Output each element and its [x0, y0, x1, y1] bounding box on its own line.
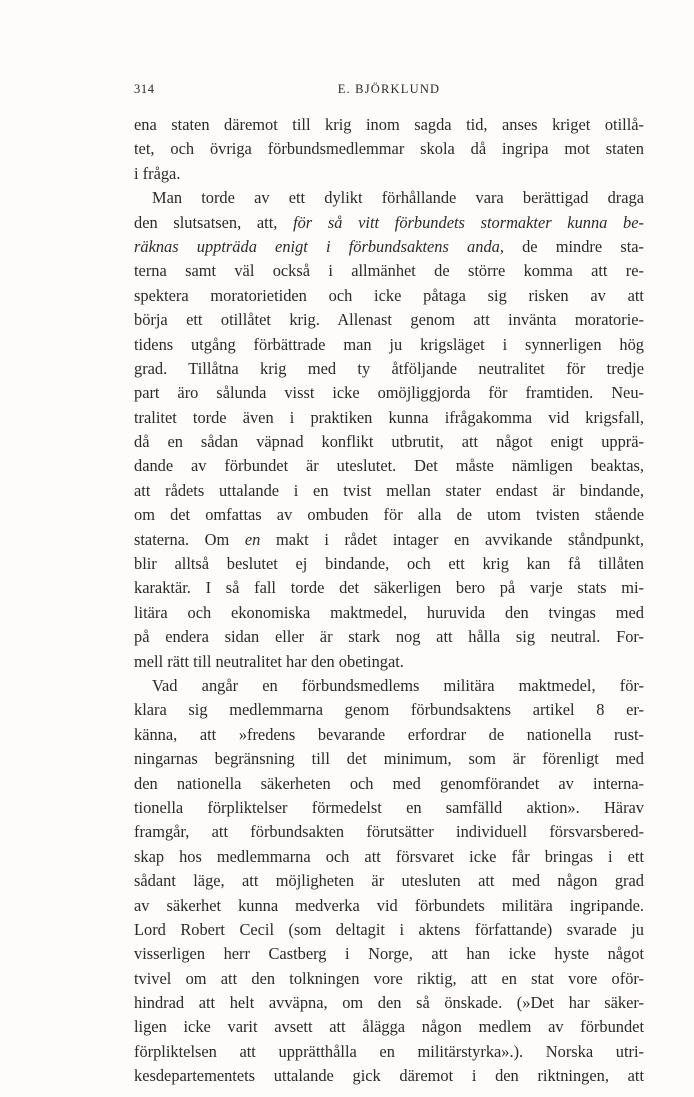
emphasized-text: räknas uppträda enigt i förbundsaktens anda,: [134, 236, 504, 256]
line-text: Vad angår en förbundsmedlems militära maktmedel, för-: [152, 675, 644, 695]
running-title: E. BJÖRKLUND: [337, 82, 441, 96]
line-text: då en sådan väpnad konflikt utbrutit, att något enigt upprä-: [134, 432, 644, 452]
body-text: [134, 113, 644, 1089]
page-header: [134, 82, 644, 100]
text-line: [134, 796, 644, 820]
text-line: [134, 601, 644, 625]
text-line: [134, 650, 644, 674]
line-text: grad. Tillåtna krig med ty åtföljande neutralitet för tredje: [134, 358, 644, 378]
line-text: sådant läge, att möjligheten är utesluten att med någon grad: [134, 871, 644, 891]
text-line: [134, 820, 644, 844]
text-line: [134, 1064, 644, 1088]
line-text: tralitet torde även i praktiken kunna ifrågakomma vid krigsfall,: [134, 407, 644, 427]
text-line: [134, 235, 644, 259]
text-line: [134, 674, 644, 698]
text-line: [134, 308, 644, 332]
line-text: på endera sidan eller är stark nog att hålla sig neutral. For-: [134, 627, 644, 647]
emphasized-text: för så vitt förbundets stormakter kunna be-: [293, 212, 644, 232]
line-text: börja ett otillåtet krig. Allenast genom att invänta moratorie-: [134, 310, 644, 330]
line-text: ningarnas begränsning till det minimum, som är förenligt med: [134, 749, 644, 769]
text-line: [134, 845, 644, 869]
text-line: [134, 162, 644, 186]
line-text: dande av förbundet är uteslutet. Det måste nämligen beaktas,: [134, 456, 644, 476]
text-line: [134, 991, 644, 1015]
text-line: [134, 406, 644, 430]
line-text: makt i rådet intager en avvikande ståndpunkt,: [260, 529, 644, 549]
line-text: kesdepartementets uttalande gick däremot i den riktningen, att: [134, 1066, 644, 1086]
line-text: att rådets uttalande i en tvist mellan stater endast är bindande,: [134, 480, 644, 500]
text-line: [134, 552, 644, 576]
text-line: [134, 942, 644, 966]
line-text: Lord Robert Cecil (som deltagit i aktens författande) svarade ju: [134, 919, 644, 939]
text-line: [134, 723, 644, 747]
line-text: terna samt väl också i allmänhet de större komma att re-: [134, 261, 644, 281]
text-line: [134, 113, 644, 137]
line-text: klara sig medlemmarna genom förbundsaktens artikel 8 er-: [134, 700, 644, 720]
text-line: [134, 772, 644, 796]
text-line: [134, 430, 644, 454]
text-line: [134, 747, 644, 771]
line-text: förpliktelsen att upprätthålla en militärstyrka».). Norska utri-: [134, 1041, 644, 1061]
line-text: part äro sålunda visst icke omöjliggjorda för framtiden. Neu-: [134, 383, 644, 403]
line-text: spektera moratorietiden och icke påtaga sig risken av att: [134, 285, 644, 305]
text-line: [134, 698, 644, 722]
line-text: de mindre sta-: [503, 236, 645, 256]
line-text: blir alltså beslutet ej bindande, och ett krig kan få tillåten: [134, 554, 644, 574]
line-text: tet, och övriga förbundsmedlemmar skola då ingripa mot staten: [134, 139, 644, 159]
text-line: [134, 576, 644, 600]
text-line: [134, 479, 644, 503]
line-text: ligen icke varit avsett att ålägga någon medlem av förbundet: [134, 1017, 644, 1037]
text-line: [134, 869, 644, 893]
text-line: [134, 211, 644, 235]
text-line: [134, 503, 644, 527]
text-line: [134, 284, 644, 308]
line-text: staterna. Om: [134, 529, 245, 549]
line-text: tvivel om att den tolkningen vore riktig, att en stat vore oför-: [134, 968, 644, 988]
line-text: ena staten däremot till krig inom sagda tid, anses kriget otillå-: [134, 115, 644, 134]
line-text: mell rätt till neutralitet har den obetingat.: [134, 651, 404, 671]
text-line: [134, 1040, 644, 1064]
line-text: tionella förpliktelser förmedelst en samfälld aktion». Härav: [134, 797, 644, 817]
line-text: karaktär. I så fall torde det säkerligen bero på varje stats mi-: [134, 578, 644, 598]
text-line: [134, 137, 644, 161]
line-text: känna, att »fredens bevarande erfordrar de nationella rust-: [134, 724, 644, 744]
text-line: [134, 357, 644, 381]
line-text: visserligen herr Castberg i Norge, att han icke hyste något: [134, 944, 644, 964]
line-text: Man torde av ett dylikt förhållande vara berättigad draga: [152, 188, 644, 208]
line-text: om det omfattas av ombuden för alla de utom tvisten stående: [134, 505, 644, 525]
text-line: [134, 625, 644, 649]
line-text: den slutsatsen, att,: [134, 212, 294, 232]
text-line: [134, 454, 644, 478]
line-text: framgår, att förbundsakten förutsätter individuell försvarsbered-: [134, 822, 644, 842]
line-text: skap hos medlemmarna och att försvaret icke får bringas i ett: [134, 846, 644, 866]
line-text: hindrad att helt avväpna, om den så önskade. (»Det har säker-: [134, 993, 644, 1013]
line-text: tidens utgång förbättrade man ju krigsläget i synnerligen hög: [134, 334, 644, 354]
line-text: litära och ekonomiska maktmedel, huruvida den tvingas med: [134, 602, 644, 622]
page-number: 314: [134, 82, 155, 96]
text-line: [134, 918, 644, 942]
text-line: [134, 333, 644, 357]
text-line: [134, 186, 644, 210]
line-text: den nationella säkerheten och med genomförandet av interna-: [134, 773, 644, 793]
text-line: [134, 967, 644, 991]
text-line: [134, 381, 644, 405]
emphasized-text: en: [244, 529, 261, 549]
text-line: [134, 528, 644, 552]
text-line: [134, 1015, 644, 1039]
line-text: av säkerhet kunna medverka vid förbundets militära ingripande.: [134, 895, 644, 915]
text-line: [134, 259, 644, 283]
text-line: [134, 894, 644, 918]
line-text: i fråga.: [134, 163, 181, 183]
